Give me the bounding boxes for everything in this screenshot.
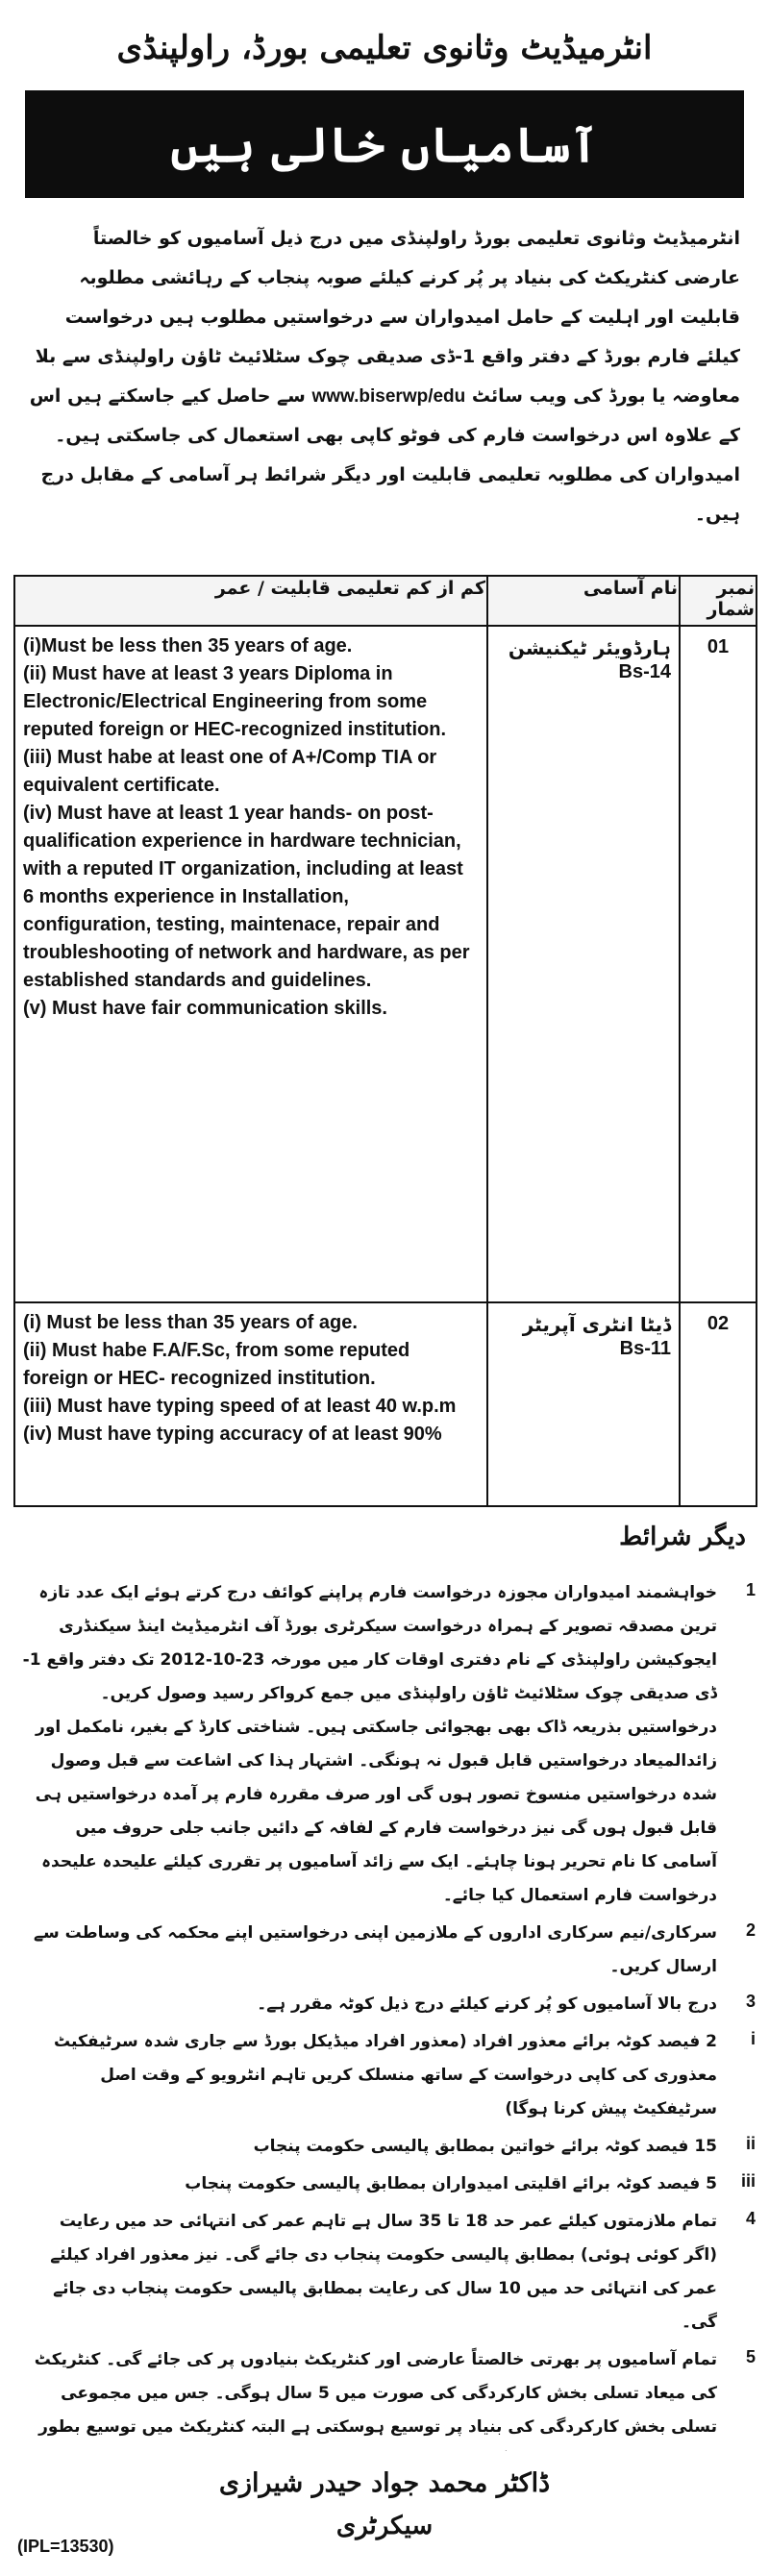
condition-text: درج بالا آسامیوں کو پُر کرنے کیلئے درج ذیل کوٹہ مقرر ہے۔ [257,1994,717,2014]
condition-number: iii [740,2171,756,2191]
requirement-item: (ii) Must have at least 3 years Diploma in Electronic/Electrical Engineering from some reputed foreign or HEC-recognized institution. [23,663,446,740]
website-link[interactable]: www.biserwp/edu [311,386,466,407]
post-name: ڈیٹا انٹری آپریٹر [522,1313,671,1336]
condition-item [13,2025,756,2126]
condition-item [13,1917,756,1984]
board-title: انٹرمیڈیٹ وثانوی تعلیمی بورڈ، راولپنڈی [116,29,653,67]
signature-block [13,2468,756,2540]
pay-scale: Bs-11 [619,1338,671,1359]
condition-number: ii [745,2134,756,2153]
condition-item [13,2343,756,2451]
requirement-item: (iii) Must have typing speed of at least 40 w.p.m [23,1396,457,1417]
post-name: ہارڈویئر ٹیکنیشن [508,636,671,659]
condition-item [13,2167,756,2201]
conditions-list [13,1576,756,2451]
requirement-item: (i) Must be less than 35 years of age. [23,1312,358,1333]
requirement-item: (i)Must be less then 35 years of age. [23,635,353,656]
condition-item [13,2130,756,2164]
signatory-name: ڈاکٹر محمد جواد حیدر شیرازی [218,2468,551,2498]
banner-text: آسامیاں خالی ہیں [170,115,599,173]
condition-item [13,1988,756,2021]
condition-number: 1 [745,1580,756,1599]
condition-text: 2 فیصد کوٹہ برائے معذور افراد (معذور افراد میڈیکل بورڈ سے جاری شدہ سرٹیفکیٹ معذوری کی کاپی درخواست کے ساتھ منسلک کریں تاہم انٹرویو کے وقت اصل سرٹیفکیٹ پیش کرنا ہوگا) [54,2032,717,2118]
table-header-row [14,576,757,626]
intro-text-part1: انٹرمیڈیٹ وثانوی تعلیمی بورڈ راولپنڈی میں درج ذیل آسامیوں کو خالصتاً عارضی کنٹریکٹ کی بنیاد پر پُر کرنے کیلئے صوبہ پنجاب کے رہائشی مطلوبہ قابلیت اور اہلیت کے حامل امیدواران سے درخواستیں مطلوب ہیں درخواست کیلئے فارم بورڈ کے دفتر واقع 1-ڈی صدیقی چوک سٹلائیٹ ٹاؤن راولپنڈی سے بلا معاوضہ یا بورڈ کی ویب سائٹ [35,228,740,407]
pay-scale: Bs-14 [618,661,671,682]
post-cell [487,626,680,1302]
requirement-item: (iii) Must habe at least one of A+/Comp TIA or equivalent certificate. [23,747,437,796]
table-row [14,1302,757,1506]
condition-number: 4 [745,2209,756,2228]
condition-number: 2 [745,1920,756,1940]
header-number: نمبر شمار [680,576,757,626]
vacancies-banner [25,90,744,198]
requirement-item: (iv) Must have at least 1 year hands- on post-qualification experience in hardware technician, with a reputed IT organization, including at least 6 months experience in Installation, configuration, testing, maintenace, repair and troubleshooting of network and hardware, as per established standards and guidelines. [23,803,470,991]
requirement-item: (v) Must have fair communication skills. [23,998,387,1019]
condition-text: تمام ملازمتوں کیلئے عمر حد 18 تا 35 سال ہے تاہم عمر کی انتہائی حد میں رعایت (اگر کوئی ہوئی) بمطابق پالیسی حکومت پنجاب دی جائے گی۔ نیز معذور افراد کیلئے عمر کی انتہائی حد میں 10 سال کی رعایت بمطابق پالیسی حکومت پنجاب دی جائے گی۔ [50,2212,717,2332]
requirements-cell [14,626,487,1302]
requirement-item: (ii) Must habe F.A/F.Sc, from some reputed foreign or HEC- recognized institution. [23,1340,410,1389]
intro-text-part2: سے حاصل کیے جاسکتے ہیں اس کے علاوہ اس درخواست فارم کی فوٹو کاپی بھی استعمال کی جاسکتی ہیں۔ امیدواران کی مطلوبہ تعلیمی قابلیت اور دیگر شرائط ہر آسامی کے مقابل درج ہیں۔ [29,385,740,525]
table-row [14,626,757,1302]
condition-number: 5 [745,2347,756,2366]
condition-text: تمام آسامیوں پر بھرتی خالصتاً عارضی اور کنٹریکٹ بنیادوں پر کی جائے گی۔ کنٹریکٹ کی میعاد تسلی بخش کارکردگی کی صورت میں 5 سال ہوگی۔ جس میں مجموعی تسلی بخش کارکردگی کی بنیاد پر توسیع ہوسکتی ہے البتہ کنٹریکٹ میں توسیع بطور [34,2350,717,2437]
condition-text: 5 فیصد کوٹہ برائے اقلیتی امیدواران بمطابق پالیسی حکومت پنجاب [185,2174,717,2193]
intro-paragraph [29,219,740,575]
condition-text: خواہشمند امیدواران مجوزہ درخواست فارم پراپنے کوائف درج کرتے ہوئے ایک عدد تازہ ترین مصدقہ تصویر کے ہمراہ درخواست سیکرٹری بورڈ آف انٹرمیڈیٹ اینڈ سیکنڈری ایجوکیشن راولپنڈی کے نام دفتری اوقات کار میں مورخہ 23-10-2012 تک دفتر واقع 1-ڈی صدیقی چوک سٹلائیٹ ٹاؤن راولپنڈی میں جمع کرواکر رسید وصول کریں۔ درخواستیں بذریعہ ڈاک بھی بھجوائی جاسکتی ہیں۔ شناختی کارڈ کے بغیر، نامکمل اور زائدالمیعاد درخواستیں قابل قبول نہ ہونگی۔ اشتہار ہذا کی اشاعت سے قبل وصول شدہ درخواستیں منسوخ تصور ہوں گی اور صرف مقررہ فارم پر آمدہ درخواستیں ہی قابل قبول ہوں گی نیز درخواست فارم کے لفافہ کے دائیں جانب جلی حروف میں آسامی کا نام تحریر ہونا چاہئے۔ ایک سے زائد آسامیوں پر تقرری کیلئے علیحدہ علیحدہ درخواست فارم استعمال کیا جائے۔ [22,1583,717,1905]
conditions-heading: دیگر شرائط [619,1523,746,1551]
condition-item [13,1576,756,1913]
condition-text: 15 فیصد کوٹہ برائے خواتین بمطابق پالیسی حکومت پنجاب [253,2137,717,2156]
condition-number: i [750,2029,756,2048]
requirements-cell [14,1302,487,1506]
number-cell: 02 [680,1302,757,1506]
condition-text: سرکاری/نیم سرکاری اداروں کے ملازمین اپنی درخواستیں اپنے محکمہ کی وساطت سے ارسال کریں۔ [34,1923,717,1976]
header-requirements: کم از کم تعلیمی قابلیت / عمر [14,576,487,626]
ipl-code: (IPL=13530) [17,2537,114,2556]
posts-table [13,575,757,1507]
header-post: نام آسامی [487,576,680,626]
post-cell [487,1302,680,1506]
signatory-role: سیکرٹری [335,2512,434,2540]
condition-number: 3 [745,1992,756,2011]
requirement-item: (iv) Must have typing accuracy of at least 90% [23,1424,442,1445]
number-cell: 01 [680,626,757,1302]
condition-item [13,2205,756,2340]
